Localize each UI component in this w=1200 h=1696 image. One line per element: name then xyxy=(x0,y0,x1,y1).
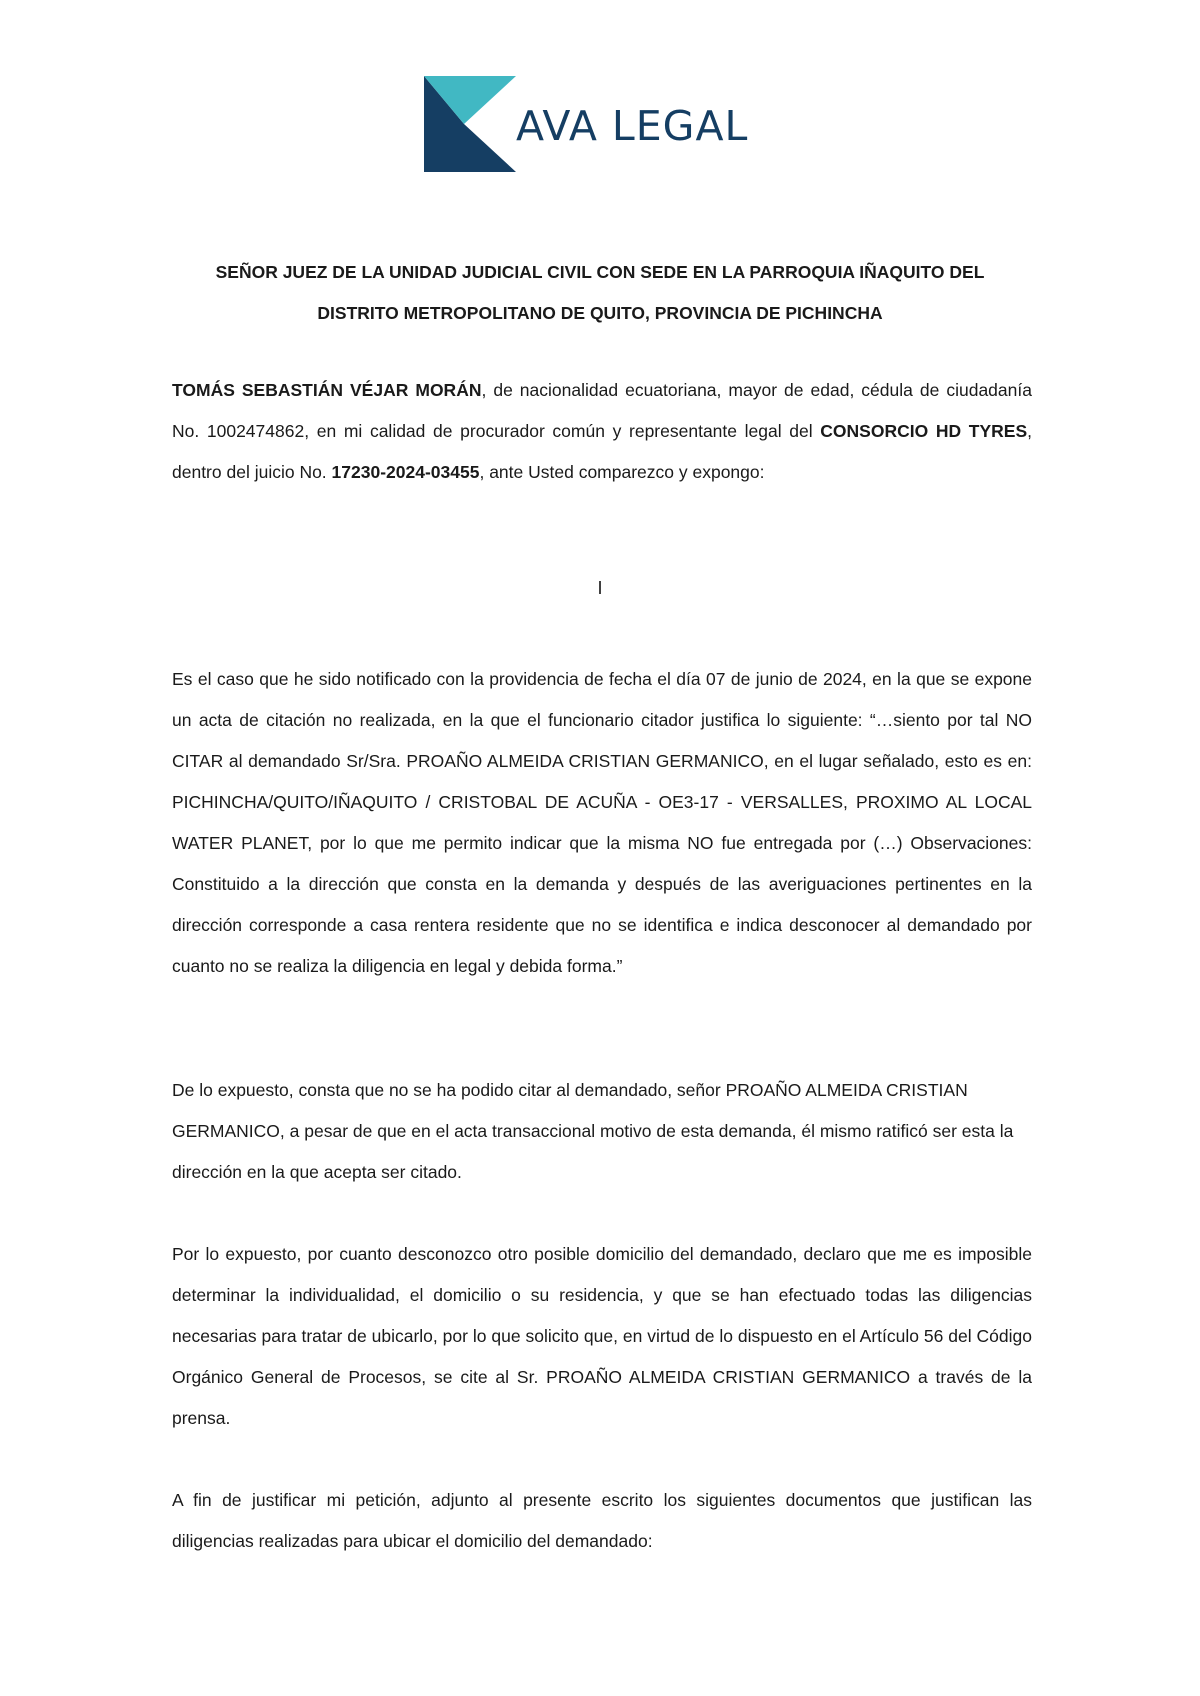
section-number: I xyxy=(597,578,603,598)
paragraph-request: Por lo expuesto, por cuanto desconozco otro posible domicilio del demandado, declaro que me es imposible determinar la individualidad, el domicilio o su residencia, y que se han efectuado todas las diligencias necesarias para tratar de ubicarlo, por lo que solicito que, en virtud de lo dispuesto en el Artículo 56 del Código Orgánico General de Procesos, se cite al Sr. PROAÑO ALMEIDA CRISTIAN GERMANICO a través de la prensa. xyxy=(172,1244,1032,1428)
paragraph-notification: Es el caso que he sido notificado con la providencia de fecha el día 07 de junio de 2024, en la que se expone un acta de citación no realizada, en la que el funcionario citador justifica lo siguiente: “…siento por tal NO CITAR al demandado Sr/Sra. PROAÑO ALMEIDA CRISTIAN GERMANICO, en el lugar señalado, esto es en: PICHINCHA/QUITO/IÑAQUITO / CRISTOBAL DE ACUÑA - OE3-17 - VERSALLES, PROXIMO AL LOCAL WATER PLANET, por lo que me permito indicar que la misma NO fue entregada por (…) Observaciones: Constituido a la dirección que consta en la demanda y después de las averiguaciones pertinentes en la dirección corresponde a casa rentera residente que no se identifica e indica desconocer al demandado por cuanto no se realiza la diligencia en legal y debida forma.” xyxy=(172,669,1032,976)
document-heading xyxy=(110,252,1090,334)
firm-logo xyxy=(424,76,784,172)
logo-mark-icon xyxy=(424,76,516,172)
logo-wordmark: AVA LEGAL xyxy=(516,102,749,150)
paragraph-attachments: A fin de justificar mi petición, adjunto al presente escrito los siguientes documentos que justifican las diligencias realizadas para ubicar el domicilio del demandado: xyxy=(172,1490,1032,1551)
heading-line-1: SEÑOR JUEZ DE LA UNIDAD JUDICIAL CIVIL CON SEDE EN LA PARROQUIA IÑAQUITO DEL xyxy=(215,262,985,282)
case-number: 17230-2024-03455 xyxy=(331,462,480,482)
petitioner-name: TOMÁS SEBASTIÁN VÉJAR MORÁN xyxy=(172,380,482,400)
paragraph-exposition: De lo expuesto, consta que no se ha podido citar al demandado, señor PROAÑO ALMEIDA CRISTIAN GERMANICO, a pesar de que en el acta transaccional motivo de esta demanda, él mismo ratificó ser esta la dirección en la que acepta ser citado. xyxy=(172,1080,1014,1182)
heading-line-2: DISTRITO METROPOLITANO DE QUITO, PROVINCIA DE PICHINCHA xyxy=(317,303,883,323)
company-name: CONSORCIO HD TYRES xyxy=(820,421,1028,441)
intro-paragraph: TOMÁS SEBASTIÁN VÉJAR MORÁN, de nacionalidad ecuatoriana, mayor de edad, cédula de ciudadanía No. 1002474862, en mi calidad de procurador común y representante legal del CONSORCIO HD TYRES, dentro del juicio No. 17230-2024-03455, ante Usted comparezco y expongo: xyxy=(172,380,1032,482)
